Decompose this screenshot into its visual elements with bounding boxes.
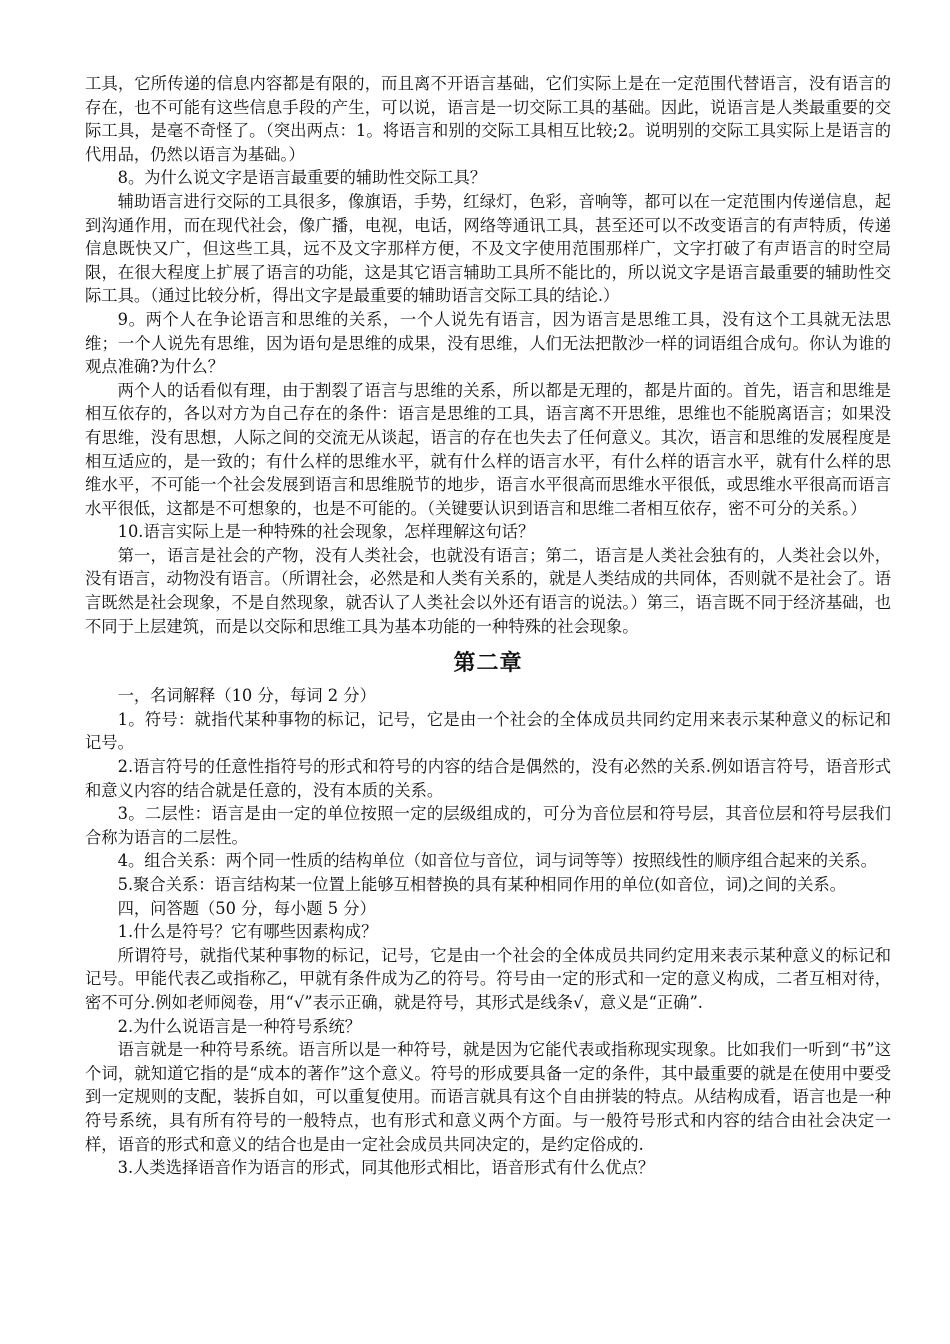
- paragraph: 1.什么是符号？它有哪些因素构成？: [117, 922, 378, 942]
- paragraph: 第一，语言是社会的产物，没有人类社会，也就没有语言；第二，语言是人类社会独有的，人类社会以外，没有语言，动物没有语言。（所谓社会，必然是和人类有关系的，就是人类结成的共同体，否则就不是社会了。语言既然是社会现象，不是自然现象，就否认了人类社会以外还有语言的说法。）第三，语言既不同于经济基础，也不同于上层建筑，而是以交际和思维工具为基本功能的一种特殊的社会现象。: [85, 545, 891, 636]
- paragraph: 3。二层性：语言是由一定的单位按照一定的层级组成的，可分为音位层和符号层，其音位层和符号层我们合称为语言的二层性。: [85, 804, 891, 847]
- paragraph: 3.人类选择语音作为语言的形式，同其他形式相比，语音形式有什么优点？: [117, 1158, 655, 1178]
- document-page: [85, 72, 891, 1180]
- chapter-title: 第二章: [453, 650, 523, 677]
- paragraph: 辅助语言进行交际的工具很多，像旗语，手势，红绿灯，色彩，音响等，都可以在一定范围内传递信息，起到沟通作用，而在现代社会，像广播，电视，电话，网络等通讯工具，甚至还可以不改变语言的有声特质，传递信息既快又广，但这些工具，远不及文字那样方便，不及文字使用范围那样广，文字打破了有声语言的时空局限，在很大程度上扩展了语言的功能，这是其它语言辅助工具所不能比的，所以说文字是语言最重要的辅助性交际工具。（通过比较分析，得出文字是最重要的辅助语言交际工具的结论.）: [85, 191, 891, 306]
- chapter-two-content: [85, 684, 891, 1179]
- paragraph: 四，问答题（50 分，每小题 5 分）: [117, 898, 376, 918]
- paragraph: 10.语言实际上是一种特殊的社会现象，怎样理解这句话？: [117, 522, 535, 542]
- paragraph: 语言就是一种符号系统。语言所以是一种符号，就是因为它能代表或指称现实现象。比如我们一听到“书”这个词，就知道它指的是“成本的著作”这个意义。符号的形成要具备一定的条件，其中最重要的就是在使用中要受到一定规则的支配，装拆自如，可以重复使用。而语言就具有这个自由拼装的特点。从结构成看，语言也是一种符号系统，具有所有符号的一般特点，也有形式和意义两个方面。与一般符号形式和内容的结合由社会决定一样，语音的形式和意义的结合也是由一定社会成员共同决定的，是约定俗成的.: [85, 1040, 891, 1154]
- paragraph: 一，名词解释（10 分，每词 2 分）: [117, 686, 376, 706]
- paragraph: 5.聚合关系：语言结构某一位置上能够互相替换的具有某种相同作用的单位(如音位，词)之间的关系。: [117, 875, 846, 894]
- paragraph: 8。为什么说文字是语言最重要的辅助性交际工具？: [117, 168, 487, 188]
- paragraph: 9。两个人在争论语言和思维的关系，一个人说先有语言，因为语言是思维工具，没有这个工具就无法思维；一个人说先有思维，因为语句是思维的成果，没有思维，人们无法把散沙一样的词语组合成句。你认为谁的观点准确?为什么？: [85, 309, 891, 377]
- paragraph: 4。组合关系：两个同一性质的结构单位（如音位与音位，词与词等等）按照线性的顺序组合起来的关系。: [117, 851, 877, 871]
- paragraph: 2.为什么说语言是一种符号系统？: [117, 1016, 362, 1036]
- paragraph: 工具，它所传递的信息内容都是有限的，而且离不开语言基础，它们实际上是在一定范围代替语言，没有语言的存在，也不可能有这些信息手段的产生，可以说，语言是一切交际工具的基础。因此，说语言是人类最重要的交际工具，是毫不奇怪了。（突出两点：1。将语言和别的交际工具相互比较;2。说明别的交际工具实际上是语言的代用品，仍然以语言为基础。）: [85, 74, 891, 164]
- paragraph: 所谓符号，就指代某种事物的标记，记号，它是由一个社会的全体成员共同约定用来表示某种意义的标记和记号。甲能代表乙或指称乙，甲就有条件成为乙的符号。符号由一定的形式和一定的意义构成，二者互相对待，密不可分.例如老师阅卷，用“√”表示正确，就是符号，其形式是线条√，意义是“正确”.: [85, 945, 891, 1012]
- paragraph: 2.语言符号的任意性指符号的形式和符号的内容的结合是偶然的，没有必然的关系.例如语言符号，语音形式和意义内容的结合就是任意的，没有本质的关系。: [85, 757, 891, 800]
- paragraph: 两个人的话看似有理，由于割裂了语言与思维的关系，所以都是无理的，都是片面的。首先，语言和思维是相互依存的，各以对方为自己存在的条件：语言是思维的工具，语言离不开思维，思维也不能脱离语言；如果没有思维，没有思想，人际之间的交流无从谈起，语言的存在也失去了任何意义。其次，语言和思维的发展程度是相互适应的，是一致的；有什么样的思维水平，就有什么样的语言水平，有什么样的语言水平，就有什么样的思维水平，不可能一个社会发展到语言和思维脱节的地步，语言水平很高而思维水平很低，或思维水平很高而语言水平很低，这都是不可想象的，也是不可能的。（关键要认识到语言和思维二者相互依存，密不可分的关系。）: [85, 380, 891, 518]
- chapter-one-continuation: [85, 72, 891, 638]
- paragraph: 1。符号：就指代某种事物的标记，记号，它是由一个社会的全体成员共同约定用来表示某种意义的标记和记号。: [85, 709, 891, 753]
